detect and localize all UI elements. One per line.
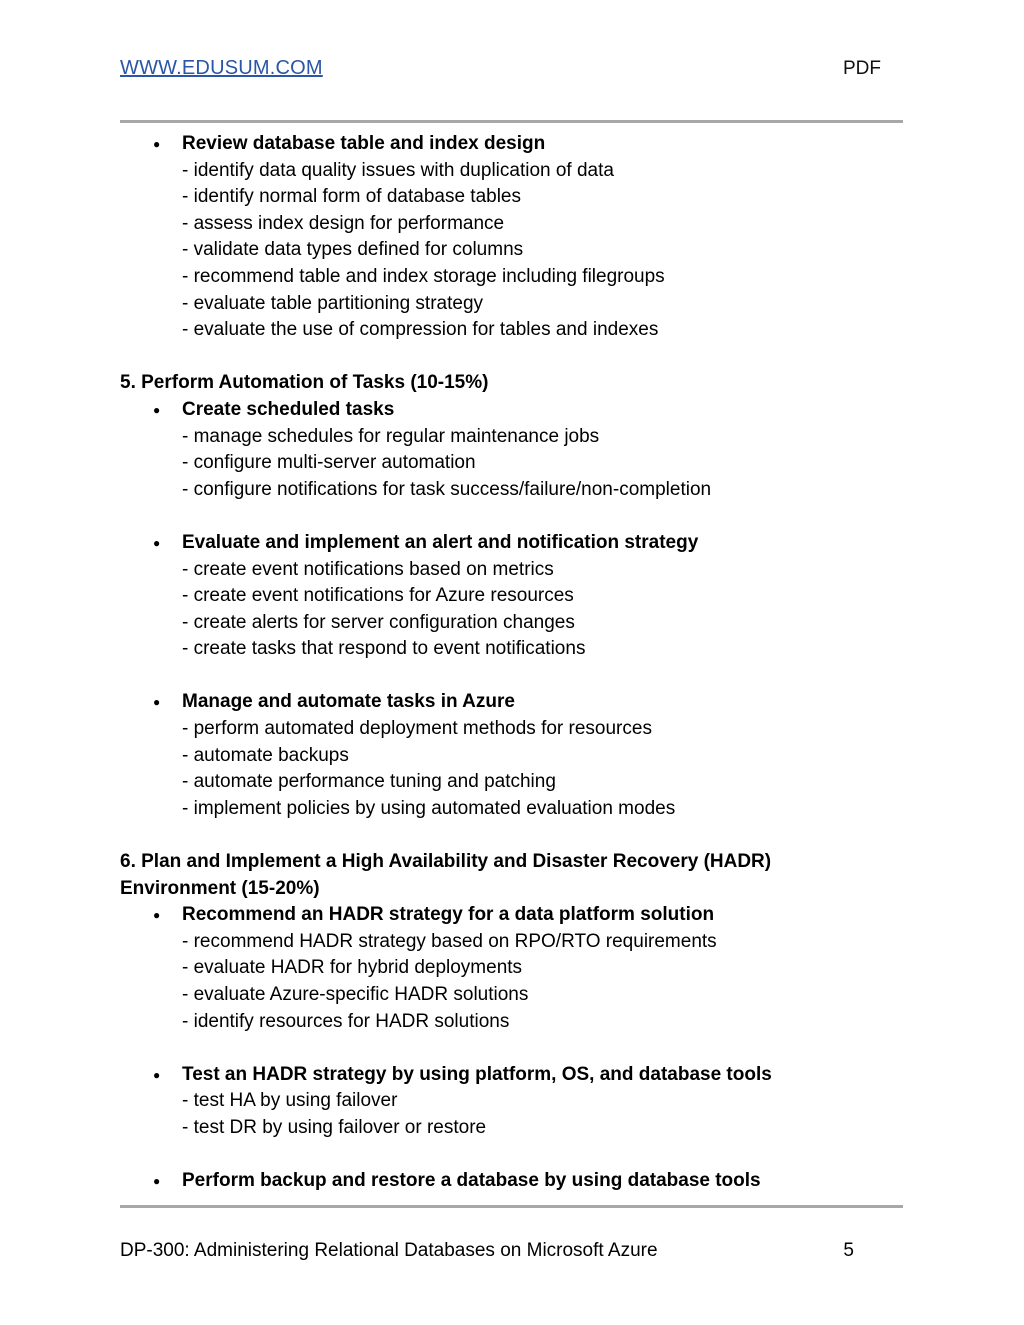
bullet-title-line	[120, 131, 903, 158]
bullet-title: Evaluate and implement an alert and notification strategy	[182, 531, 699, 553]
bullet-title: Test an HADR strategy by using platform, OS, and database tools	[182, 1063, 772, 1085]
bullet-group-alert-strategy	[120, 530, 903, 663]
edusum-site-link[interactable]: WWW.EDUSUM.COM	[120, 57, 323, 79]
footer-divider	[120, 1205, 903, 1208]
section-heading-6	[120, 849, 903, 902]
sub-item: - evaluate Azure-specific HADR solutions	[182, 984, 529, 1005]
header-divider	[120, 120, 903, 123]
sub-item: - validate data types defined for columns	[182, 239, 524, 261]
bullet-group-backup-restore	[120, 1168, 903, 1195]
bullet-group-test-hadr	[120, 1062, 903, 1142]
bullet-icon: ●	[153, 695, 161, 710]
bullet-group-automate-azure	[120, 689, 903, 822]
bullet-group-review-db-design	[120, 131, 903, 344]
document-body	[120, 131, 903, 1195]
footer-doc-title: DP-300: Administering Relational Databases on Microsoft Azure	[120, 1240, 658, 1261]
section-heading-5	[120, 370, 903, 397]
sub-item: - configure multi-server automation	[182, 452, 476, 474]
bullet-icon: ●	[153, 1174, 161, 1189]
sub-item: - recommend HADR strategy based on RPO/RTO requirements	[182, 930, 717, 952]
bullet-icon: ●	[153, 908, 161, 923]
bullet-title: Create scheduled tasks	[182, 398, 395, 420]
sub-item: - implement policies by using automated evaluation modes	[182, 797, 676, 819]
section-heading-text: Environment (15-20%)	[120, 877, 320, 899]
sub-item: - evaluate HADR for hybrid deployments	[182, 957, 523, 979]
sub-item: - identify normal form of database tables	[182, 186, 522, 208]
sub-item: - assess index design for performance	[182, 212, 505, 234]
sub-item: - configure notifications for task success/failure/non-completion	[182, 478, 712, 500]
bullet-icon: ●	[153, 137, 161, 151]
bullet-icon: ●	[153, 402, 161, 417]
sub-item: - automate backups	[182, 744, 349, 766]
bullet-title-line	[120, 1062, 903, 1089]
bullet-group-hadr-strategy	[120, 902, 903, 1035]
sub-item: - create event notifications based on metrics	[182, 558, 554, 580]
page-footer	[120, 1239, 903, 1263]
sub-item: - create tasks that respond to event notifications	[182, 638, 586, 660]
sub-item: - test DR by using failover or restore	[182, 1116, 487, 1138]
page-number: 5	[843, 1240, 854, 1261]
bullet-title: Perform backup and restore a database by using database tools	[182, 1170, 761, 1192]
sub-item: - identify data quality issues with duplication of data	[182, 159, 614, 181]
sub-item: - perform automated deployment methods for resources	[182, 718, 652, 740]
sub-item: - automate performance tuning and patching	[182, 771, 556, 793]
bullet-icon: ●	[153, 535, 161, 550]
page-header	[120, 56, 903, 81]
bullet-group-scheduled-tasks	[120, 397, 903, 503]
bullet-title-line	[120, 1168, 903, 1195]
section-heading-text: 6. Plan and Implement a High Availability and Disaster Recovery (HADR)	[120, 851, 772, 873]
section-heading-text: 5. Perform Automation of Tasks (10-15%)	[120, 372, 489, 394]
sub-item: - recommend table and index storage including filegroups	[182, 265, 665, 287]
sub-item: - manage schedules for regular maintenance jobs	[182, 425, 600, 447]
sub-item: - create event notifications for Azure resources	[182, 585, 574, 607]
sub-item: - test HA by using failover	[182, 1090, 398, 1112]
bullet-title-line	[120, 902, 903, 929]
bullet-title-line	[120, 530, 903, 557]
bullet-title-line	[120, 689, 903, 716]
doc-type-label: PDF	[843, 58, 881, 79]
bullet-title-line	[120, 397, 903, 424]
sub-item: - evaluate table partitioning strategy	[182, 292, 484, 314]
sub-item: - create alerts for server configuration changes	[182, 611, 575, 633]
bullet-title: Manage and automate tasks in Azure	[182, 691, 515, 713]
sub-item: - evaluate the use of compression for tables and indexes	[182, 319, 659, 341]
sub-item: - identify resources for HADR solutions	[182, 1010, 510, 1032]
bullet-title: Recommend an HADR strategy for a data platform solution	[182, 904, 715, 926]
bullet-icon: ●	[153, 1067, 161, 1082]
bullet-title: Review database table and index design	[182, 133, 546, 154]
